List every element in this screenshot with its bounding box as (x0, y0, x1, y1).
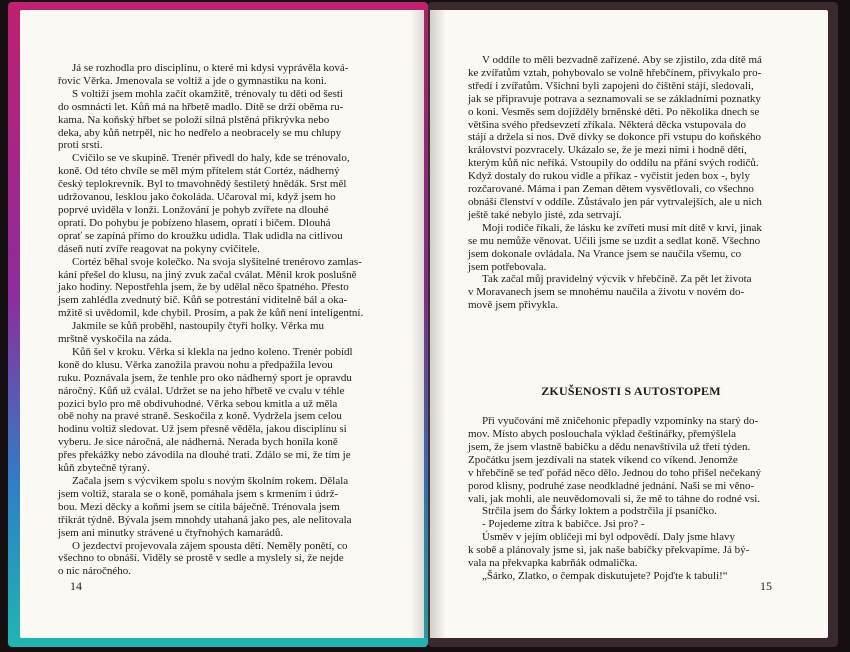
paragraph: Moji rodiče říkali, že lásku ke zvířeti musí mít dítě v krvi, jinak se mu nemůže věnovat. Učili jsme se uzdit a sedlat koně. Všechno jsem dokonale ovládala. Na Vrance jsem se naučila všemu, co jsem potřebovala. (468, 221, 762, 273)
paragraph: Cvičilo se ve skupině. Trenér přivedl do haly, kde se trénovalo, koně. Od této chvíle se měl mým přítelem stát Cortéz, nádherný český teplokrevník. Byl to tmavohnědý šestiletý hnědák. Srst měl udržovanou, lesklou jako čokoláda. Učaroval mi, když jsem ho poprvé uviděla v lonži. Lonžování je pohyb zvířete na dlouhé opratí. Do pohybu je pobízeno hlasem, opratí i bičem. Dlouhá oprať se zapíná přímo do kroužku udidla. Tlak udidla na citlivou dáseň nutí zvíře reagovat na pokyny cvičitele. (58, 152, 350, 255)
paragraph: Jakmile se kůň proběhl, nastoupily čtyři holky. Věrka mu mrštně vyskočila na záda. (58, 320, 325, 346)
right-page (430, 10, 828, 638)
paragraph: V oddíle to měli bezvadně zařízené. Aby se zjistilo, zda dítě má ke zvířatům vztah, pohybovalo se volně hřebčínem, přivykalo pro- středí i zvířatům. Všichni byli zapojeni do čištění stájí, sledovali, jak se připravuje potrava a seznamovali se se základními poznatky o koni. Vesměs sem dojížděly brněnské děti. Po několika dnech se většina svého předsevzetí zříkala. Některá děcka vstupovala do stájí a držela si nos. Dvě dívky se dokonce při vstupu do koňského království pozvracely. Ukázalo se, že je mezi nimi i hodně dětí, kterým kůň nic neříká. Vstoupily do oddílu na přání svých rodičů. Když dostaly do rukou vidle a příkaz - vyčistit jeden box -, byly rozčarované. Máma i pan Zeman dětem vysvětlovali, co všechno obnáší členství v oddíle. Zůstávalo jen pár vytrvalejších, ale u nich ještě také nebylo jisté, zda setrvají. (468, 54, 762, 221)
paragraph: - Pojedeme zítra k babičce. Jsi pro? - (482, 518, 645, 531)
chapter-heading: ZKUŠENOSTI S AUTOSTOPEM (541, 384, 721, 399)
left-page (20, 10, 424, 638)
paragraph: Úsměv v jejím obličeji mi byl odpovědí. Daly jsme hlavy k sobě a plánovaly jsme si, jak naše babičky překvapíme. Já bý- vala na překvapka kabrňák odmalička. (468, 531, 750, 570)
paragraph: Při vyučování mě zničehonic přepadly vzpomínky na starý do- mov. Místo abych poslouchala výklad češtinářky, přemýšlela jsem, že jsem vlastně babičku a dědu nenavštívila už třetí týden. Zpočátku jsem jezdívali na statek víkend co víkend. Jenomže v hřebčíně se teď pořád něco dělo. Jednou do toho přišel nečekaný porod klisny, podruhé zase neodkladné jednání. Naši se mi věno- vali, jak mohli, ale neuvědomovali si, že mě to táhne do rodné vsi. (468, 415, 762, 505)
paragraph: Začala jsem s výcvikem spolu s novým školním rokem. Dělala jsem voltiž, starala se o koně, pomáhala jsem s krmením i údrž- bou. Mezi děcky a koňmi jsem se cítila báječně. Trénovala jsem třikrát týdně. Bývala jsem mnohdy utahaná jako pes, ale nelitovala jsem ani minutky strávené u čtyřnohých kamarádů. (58, 475, 352, 539)
page-number-left: 14 (70, 579, 82, 593)
paragraph: O jezdectví projevovala zájem spousta dětí. Neměly ponětí, co všechno to obnáší. Viděly se prostě v sedle a myslely si, že nejde o nic náročného. (58, 539, 348, 578)
paragraph: Cortéz běhal svoje kolečko. Na svoja slyšitelné trenérovo zamlas- kání přešel do klusu, na jiný zvuk začal cválat. Měnil krok poslušně jako hodiny. Nepostřehla jsem, že by udělal něco špatného. Přesto jsem zahlédla zvednutý bič. Kůň se potrestání viditelně bál a oka- mžitě si uvědomil, kde chybil. Prosím, a pak že kůň není inteligentní. (58, 255, 364, 320)
paragraph: Já se rozhodla pro disciplínu, o které mi kdysi vyprávěla ková- řovic Věrka. Jmenovala se voltiž a jde o gymnastiku na koni. (58, 62, 349, 87)
paragraph: „Šárko, Zlatko, o čempak diskutujete? Pojďte k tabuli!“ (482, 570, 728, 582)
page-number-right: 15 (760, 579, 772, 593)
paragraph: Strčila jsem do Šárky loktem a podstrčila jí psaníčko. (482, 505, 717, 518)
paragraph: Tak začal můj pravidelný výcvik v hřebčíně. Za pět let života v Moravanech jsem se mnohému naučila a životu v novém do- mově jsem přivykla. (468, 273, 752, 312)
paragraph: S voltiží jsem mohla začít okamžitě, trénovaly tu děti od šesti do osmnácti let. Kůň má na hřbetě madlo. Dítě se drží oběma ru- kama. Na koňský hřbet se položí silná plstěná přikrývka nebo deka, aby kůň netrpěl, nic ho nedřelo a neobracely se mu chlupy proti srsti. (58, 87, 344, 152)
paragraph: Kůň šel v kroku. Věrka si klekla na jedno koleno. Trenér pobídl koně do klusu. Věrka zanožila pravou nohu a předpažila levou ruku. Poznávala jsem, že tenhle pro oko nádherný sport je opravdu náročný. Kůň už cválal. Udržet se na jeho hřbetě ve cvalu v téhle pozici bylo pro mě obdivuhodné. Věrka sebou kmitla a už měla obě nohy na pravé straně. Seskočila z koně. Vydržela jsem celou hodinu voltiž sledovat. Už jsem přesně věděla, jakou disciplínu si vyberu. Je sice náročná, ale nádherná. Nerada bych honila koně přes překážky nebo závodila na dlouhé trati. Zdálo se mi, že tím je kůň zbytečně týraný. (58, 345, 353, 475)
